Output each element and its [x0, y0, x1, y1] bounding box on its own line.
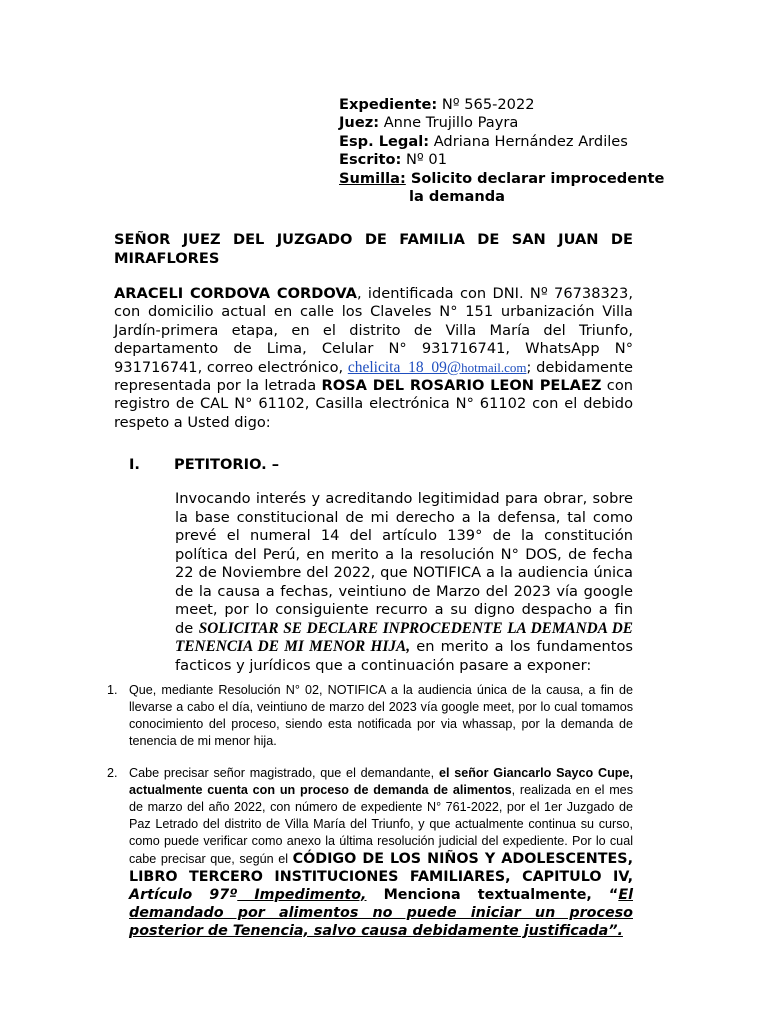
- item2-article: Artículo 97º: [129, 886, 238, 903]
- petitorio-text-2: en merito a los fundamentos facticos y jurídicos que a continuación pasare a exponer:: [175, 638, 633, 674]
- list-item: [107, 682, 633, 750]
- item2-text-1: Cabe precisar señor magistrado, que el demandante,: [129, 766, 439, 780]
- list-item-number: 2.: [107, 766, 118, 780]
- section-heading: [129, 456, 279, 473]
- juez-row: [339, 114, 669, 132]
- item2-impedimento: Impedimento,: [237, 886, 367, 903]
- sumilla-row-2: [339, 188, 669, 206]
- list-item: [107, 765, 633, 940]
- expediente-value: Nº 565-2022: [437, 96, 535, 113]
- sumilla-label: Sumilla:: [339, 169, 406, 187]
- list-item-text: Que, mediante Resolución N° 02, NOTIFICA a la audiencia única de la causa, a fin de llevarse a cabo el día, veintiuno de marzo del 2023 vía google meet, por lo cual tomamos conocimiento del proceso, siendo esta notificada por via whassap, por la demanda de tenencia de mi menor hija.: [129, 683, 633, 748]
- escrito-value: Nº 01: [401, 151, 448, 169]
- plaintiff-name: ARACELI CORDOVA CORDOVA: [114, 285, 357, 302]
- expediente-row: [339, 96, 669, 114]
- section-title: PETITORIO. –: [174, 456, 280, 473]
- list-item-number: 1.: [107, 683, 118, 697]
- case-header: [339, 96, 669, 206]
- petitorio-paragraph: [175, 490, 633, 675]
- intro-text-1: , identificada con DNI. Nº 76738323, con domicilio actual en calle los Claveles N° 151 urbanización Villa Jardín-primera etapa, en el distrito de Villa María del Triunfo, departamento de Lima, Celular N° 931716741, WhatsApp N° 931716741, correo electrónico,: [114, 285, 633, 376]
- item2-text-2: , realizada en el mes de marzo del año 2022, con número de expediente N° 761-2022, por el 1er Juzgado de Paz Letrado del distrito de Villa María del Triunfo, y que actualmente continua su curso, como puede verificar como anexo la última resolución judicial del expediente. Por lo cual cabe precisar que, según el: [129, 782, 633, 866]
- section-number: I.: [129, 456, 140, 473]
- sumilla-line2: la demanda: [409, 188, 506, 206]
- email-domain: hotmail.com: [461, 359, 527, 375]
- juez-label: Juez:: [339, 114, 380, 132]
- item2-code: CÓDIGO DE LOS NIÑOS Y ADOLESCENTES, LIBRO TERCERO INSTITUCIONES FAMILIARES, CAPITULO IV,: [129, 850, 633, 885]
- escrito-label: Escrito:: [339, 151, 402, 169]
- intro-text-3: con registro de CAL N° 61102, Casilla electrónica N° 61102 con el debido respeto a Usted digo:: [114, 377, 634, 431]
- list-item-body: [129, 765, 633, 940]
- sumilla-row: [339, 170, 669, 188]
- lawyer-name: ROSA DEL ROSARIO LEON PELAEZ: [321, 377, 602, 395]
- expediente-label: Expediente:: [339, 96, 438, 113]
- esp-legal-label: Esp. Legal:: [339, 132, 430, 150]
- juez-value: Anne Trujillo Payra: [379, 114, 519, 132]
- esp-legal-value: Adriana Hernández Ardiles: [429, 132, 628, 150]
- intro-text-2: ; debidamente representada por la letrada: [114, 358, 633, 395]
- escrito-row: [339, 151, 669, 169]
- petitorio-emphasis: SOLICITAR SE DECLARE INPROCEDENTE LA DEMANDA DE TENENCIA DE MI MENOR HIJA,: [175, 619, 633, 655]
- email-link[interactable]: [348, 359, 527, 376]
- intro-paragraph: [114, 285, 633, 432]
- esp-legal-row: [339, 133, 669, 151]
- item2-quote: El demandado por alimentos no puede iniciar un proceso posterior de Tenencia, salvo causa debidamente justificada”.: [129, 886, 633, 939]
- petitorio-text-1: Invocando interés y acreditando legitimidad para obrar, sobre la base constitucional de mi derecho a la defensa, tal como prevé el numeral 14 del artículo 139° de la constitución política del Perú, en merito a la resolución N° DOS, de fecha 22 de Noviembre del 2022, que NOTIFICA a la audiencia única de la causa a fechas, veintiuno de Marzo del 2023 vía google meet, por lo consiguiente recurro a su digno despacho a fin de: [175, 490, 633, 637]
- item2-menciona: Menciona textualmente, “: [366, 886, 619, 903]
- item2-bold-1: el señor Giancarlo Sayco Cupe, actualmente cuenta con un proceso de demanda de alimentos: [129, 766, 633, 797]
- email-user: chelicita_18_09@: [347, 358, 462, 376]
- sumilla-line1: Solicito declarar improcedente: [405, 169, 665, 187]
- addressee: SEÑOR JUEZ DEL JUZGADO DE FAMILIA DE SAN JUAN DE MIRAFLORES: [114, 231, 633, 267]
